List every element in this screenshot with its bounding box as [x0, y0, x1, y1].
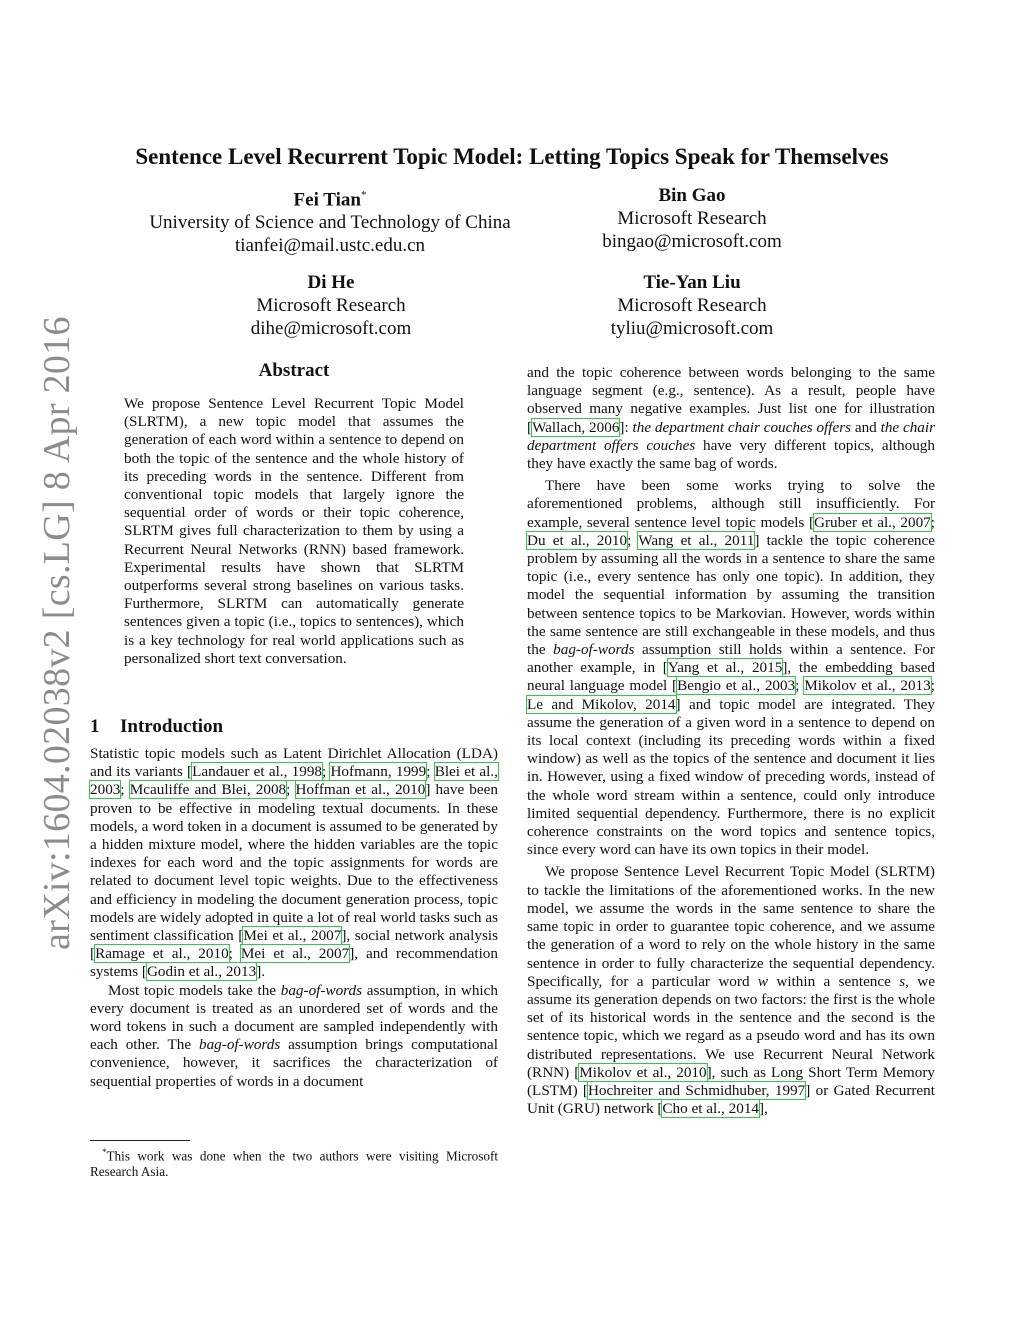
- abstract-heading: Abstract: [258, 360, 330, 381]
- citation-link[interactable]: Mei et al., 2007: [243, 927, 342, 945]
- citation-link[interactable]: Yang et al., 2015: [667, 659, 783, 677]
- author-name: Bin Gao: [658, 185, 726, 206]
- citation-link[interactable]: Hoffman et al., 2010: [295, 781, 426, 799]
- author-name: Di He: [307, 272, 355, 293]
- citation-link[interactable]: Ramage et al., 2010: [95, 945, 229, 963]
- author-block: [560, 271, 824, 340]
- citation-link[interactable]: Mei et al., 2007: [240, 945, 350, 963]
- author-email: bingao@microsoft.com: [602, 231, 782, 252]
- citation-link[interactable]: Mcauliffe and Blei, 2008: [129, 781, 287, 799]
- author-name: Tie-Yan Liu: [643, 272, 741, 293]
- section-number: 1: [90, 716, 100, 737]
- citation-link[interactable]: Blei et al., 2003: [90, 763, 498, 799]
- citation-link[interactable]: Wang et al., 2011: [638, 531, 755, 549]
- paragraph: We propose Sentence Level Recurrent Topic Model (SLRTM) to tackle the limitations of the aforementioned works. In the new model, we assume the words in the same sentence to share the same topic in order to guarantee topic coherence, and we assume the generation of a word to rely on the whole history in the same sentence in order to fully characterize the sequential dependency. Specifically, for a particular word w within a sentence s, we assume its generation depends on two factors: the first is the whole set of its historical words in the sentence and the second is the sentence topic, which we regard as a pseudo word and has its own distributed representations. We use Recurrent Neural Network (RNN) [Mikolov et al., 2010], such as Long Short Term Memory (LSTM) [Hochreiter and Schmidhuber, 1997] or Gated Recurrent Unit (GRU) network [Cho et al., 2014],: [527, 863, 935, 1118]
- author-affiliation: Microsoft Research: [617, 208, 767, 229]
- author-name: Fei Tian: [293, 189, 361, 211]
- section-title: Introduction: [120, 716, 224, 737]
- author-email: tianfei@mail.ustc.edu.cn: [234, 235, 426, 257]
- abstract-text: We propose Sentence Level Recurrent Topic Model (SLRTM), a new topic model that assumes the generation of each word within a sentence to depend on both the topic of the sentence and the whole history of its preceding words in the sentence. Different from conventional topic models that largely ignore the sequential order of words or their topic coherence, SLRTM gives full characterization to them by using a Recurrent Neural Networks (RNN) based framework. Experimental results have shown that SLRTM outperforms several strong baselines on various tasks. Furthermore, SLRTM can automatically generate sentences given a topic (i.e., topics to sentences), which is a key technology for real world applications such as personalized short text conversation.: [124, 395, 464, 667]
- footnote-divider: [90, 1140, 190, 1141]
- author-affiliation: Microsoft Research: [617, 295, 767, 316]
- citation-link[interactable]: Cho et al., 2014: [662, 1100, 760, 1118]
- author-block: [120, 184, 540, 257]
- section-heading: [90, 716, 498, 738]
- citation-link[interactable]: Gruber et al., 2007: [814, 513, 931, 531]
- paragraph: There have been some works trying to solve the aforementioned problems, although still insufficiently. For example, several sentence level topic models [Gruber et al., 2007; Du et al., 2010; Wang et al., 2011] tackle the topic coherence problem by assuming all the words in a sentence to share the same topic (i.e., every sentence has only one topic). In addition, they model the sequential information by assuming the transition between sentence topics to be Markovian. However, words within the same sentence are still exchangeable in these models, and thus the bag-of-words assumption still holds within a sentence. For another example, in [Yang et al., 2015], the embedding based neural language model [Bengio et al., 2003; Mikolov et al., 2013; Le and Mikolov, 2014] and topic model are integrated. They assume the generation of a given word in a sentence to depend on its local context (including its preceding words within a fixed window) as well as the topics of the sentence and document it lies in. However, using a fixed window of preceding words, instead of the whole word stream within a sentence, could only introduce limited sequential dependency. Furthermore, there is no explicit coherence constraints on the word topics and sentence topics, since every word can have its own topics in their model.: [527, 477, 936, 859]
- footnote-mark: *: [102, 1147, 107, 1157]
- citation-link[interactable]: Du et al., 2010: [527, 531, 628, 549]
- citation-link[interactable]: Mikolov et al., 2010: [579, 1063, 707, 1081]
- citation-link[interactable]: Bengio et al., 2003: [677, 677, 796, 695]
- paragraph: and the topic coherence between words belonging to the same language segment (e.g., sentence). As a result, people have observed many negative examples. Just list one for illustration [Wallach, 2006]: the department chair couches offers and the chair department offers couches have very different topics, although they have exactly the same bag of words.: [527, 364, 936, 473]
- footnote: *This work was done when the two authors were visiting Microsoft Research Asia.: [90, 1147, 498, 1180]
- citation-link[interactable]: Landauer et al., 1998: [192, 763, 323, 781]
- arxiv-identifier: arXiv:1604.02038v2 [cs.LG] 8 Apr 2016: [36, 316, 78, 950]
- author-email: dihe@microsoft.com: [250, 318, 412, 339]
- paper-title: Sentence Level Recurrent Topic Model: Letting Topics Speak for Themselves: [135, 144, 889, 169]
- left-column: [90, 745, 498, 1091]
- author-block: [560, 184, 824, 253]
- author-block: [200, 271, 462, 340]
- footnote-mark: *: [360, 189, 367, 201]
- citation-link[interactable]: Hofmann, 1999: [330, 763, 427, 781]
- citation-link[interactable]: Mikolov et al., 2013: [804, 677, 931, 695]
- citation-link[interactable]: Le and Mikolov, 2014: [527, 695, 676, 713]
- paragraph: Statistic topic models such as Latent Dirichlet Allocation (LDA) and its variants [Landauer et al., 1998; Hofmann, 1999; Blei et al., 2003; Mcauliffe and Blei, 2008; Hoffman et al., 2010] have been proven to be effective in modeling textual documents. In these models, a word token in a document is assumed to be generated by a hidden mixture model, where the hidden variables are the topic indexes for each word and the topic assignments for words are related to document level topic weights. Due to the effectiveness and efficiency in modeling the document generation process, topic models are widely adopted in quite a lot of real world tasks such as sentiment classification [Mei et al., 2007], social network analysis [Ramage et al., 2010; Mei et al., 2007], and recommendation systems [Godin et al., 2013].: [90, 745, 498, 981]
- citation-link[interactable]: Hochreiter and Schmidhuber, 1997: [587, 1081, 806, 1099]
- citation-link[interactable]: Godin et al., 2013: [146, 963, 257, 981]
- author-email: tyliu@microsoft.com: [610, 318, 774, 339]
- citation-link[interactable]: Wallach, 2006: [532, 418, 620, 436]
- right-column: [527, 364, 935, 1118]
- paragraph: Most topic models take the bag-of-words assumption, in which every document is treated as an unordered set of words and the word tokens in such a document are sampled independently with each other. The bag-of-words assumption brings computational convenience, however, it sacrifices the characterization of sequential properties of words in a document: [90, 981, 498, 1090]
- author-affiliation: University of Science and Technology of China: [149, 212, 511, 234]
- author-affiliation: Microsoft Research: [256, 295, 406, 316]
